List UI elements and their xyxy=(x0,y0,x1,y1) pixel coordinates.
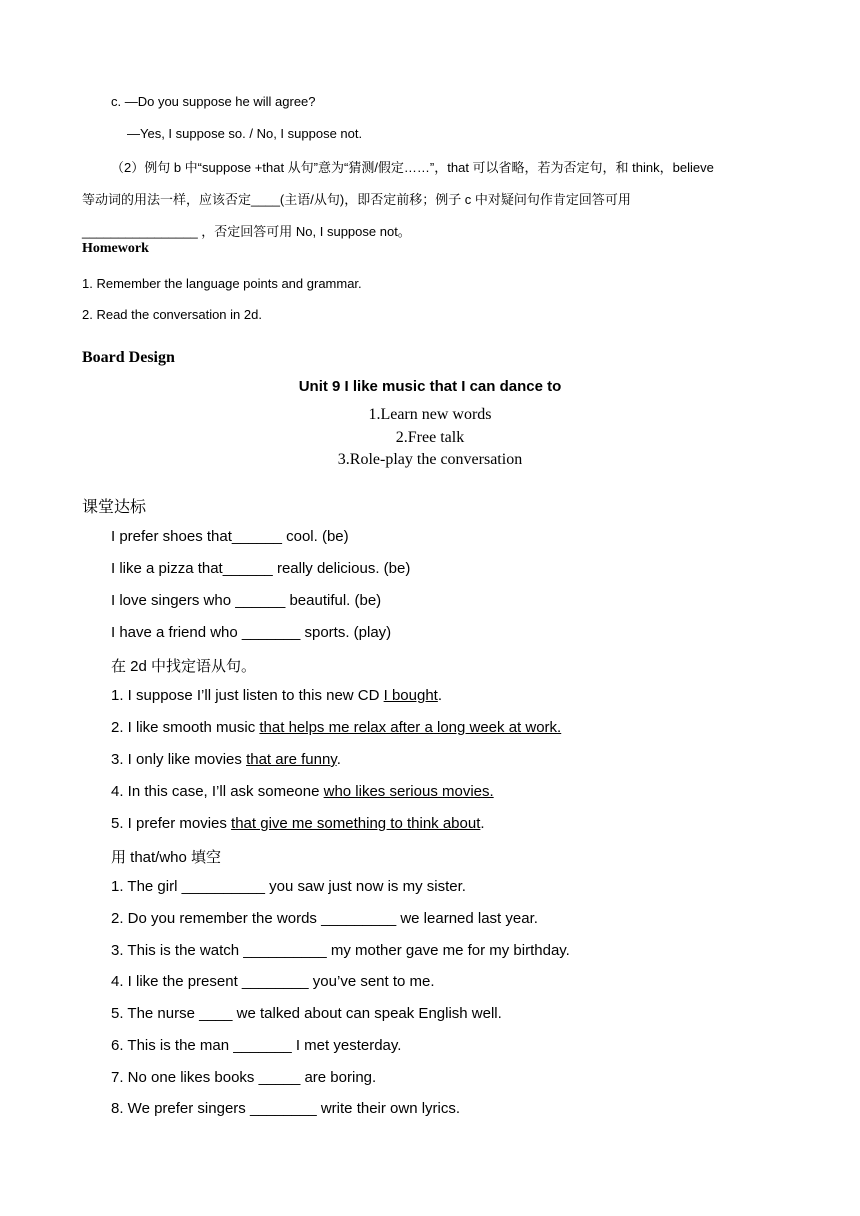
sentence-text: 5. I prefer movies xyxy=(111,815,232,832)
find-clauses-heading: 在 2d 中找定语从句。 xyxy=(111,658,257,675)
example-c-question: c. —Do you suppose he will agree? xyxy=(111,94,316,109)
fill-that-who-item: 2. Do you remember the words _________ we learned last year. xyxy=(111,910,538,927)
board-design-heading: Board Design xyxy=(82,349,175,366)
fill-be-item: I prefer shoes that______ cool. (be) xyxy=(111,528,349,545)
fill-that-who-item: 8. We prefer singers ________ write their own lyrics. xyxy=(111,1100,461,1117)
relative-clause: who likes serious movies. xyxy=(323,783,494,800)
find-clause-item xyxy=(111,687,442,704)
note-2-line-2: 等动词的用法一样，应该否定____(主语/从句)，即否定前移；例子 c 中对疑问句作肯定回答可用 xyxy=(82,192,631,207)
fill-that-who-item: 3. This is the watch __________ my mother gave me for my birthday. xyxy=(111,942,570,959)
classroom-check-heading: 课堂达标 xyxy=(82,499,147,516)
fill-that-who-item: 1. The girl __________ you saw just now is my sister. xyxy=(111,878,466,895)
homework-heading: Homework xyxy=(82,241,149,256)
fill-be-item: I have a friend who _______ sports. (play) xyxy=(111,624,392,641)
relative-clause: I bought xyxy=(383,687,438,704)
fill-that-who-heading: 用 that/who 填空 xyxy=(111,849,222,866)
find-clause-item xyxy=(111,751,341,768)
board-design-point: 1.Learn new words xyxy=(368,406,492,423)
sentence-text: 2. I like smooth music xyxy=(111,719,260,736)
note-2-line-3: ________________ ，否定回答可用 No, I suppose not。 xyxy=(82,224,411,239)
fill-that-who-item: 6. This is the man _______ I met yesterday. xyxy=(111,1037,402,1054)
example-c-answer: —Yes, I suppose so. / No, I suppose not. xyxy=(127,126,363,141)
fill-that-who-item: 7. No one likes books _____ are boring. xyxy=(111,1069,377,1086)
sentence-text: 1. I suppose I’ll just listen to this new CD xyxy=(111,687,384,704)
homework-item: 2. Read the conversation in 2d. xyxy=(82,307,262,322)
sentence-text: 4. In this case, I’ll ask someone xyxy=(111,783,324,800)
sentence-text: 3. I only like movies xyxy=(111,751,247,768)
homework-item: 1. Remember the language points and grammar. xyxy=(82,276,362,291)
relative-clause: that helps me relax after a long week at work. xyxy=(259,719,562,736)
fill-be-item: I like a pizza that______ really delicious. (be) xyxy=(111,560,411,577)
relative-clause: that are funny xyxy=(246,751,337,768)
board-design-title: Unit 9 I like music that I can dance to xyxy=(298,378,562,395)
fill-that-who-item: 5. The nurse ____ we talked about can speak English well. xyxy=(111,1005,502,1022)
fill-be-item: I love singers who ______ beautiful. (be) xyxy=(111,592,382,609)
find-clause-item xyxy=(111,815,485,832)
board-design-point: 3.Role-play the conversation xyxy=(337,451,523,468)
fill-that-who-item: 4. I like the present ________ you’ve sent to me. xyxy=(111,973,435,990)
note-2-line-1: （2）例句 b 中“suppose +that 从句”意为“猜测/假定……”，that 可以省略，若为否定句，和 think，believe xyxy=(111,160,714,175)
sentence-tail: . xyxy=(480,815,485,832)
sentence-tail: . xyxy=(336,751,341,768)
relative-clause: that give me something to think about xyxy=(231,815,481,832)
sentence-tail: . xyxy=(437,687,443,704)
find-clause-item xyxy=(111,719,561,736)
find-clause-item xyxy=(111,783,494,800)
board-design-point: 2.Free talk xyxy=(395,429,465,446)
